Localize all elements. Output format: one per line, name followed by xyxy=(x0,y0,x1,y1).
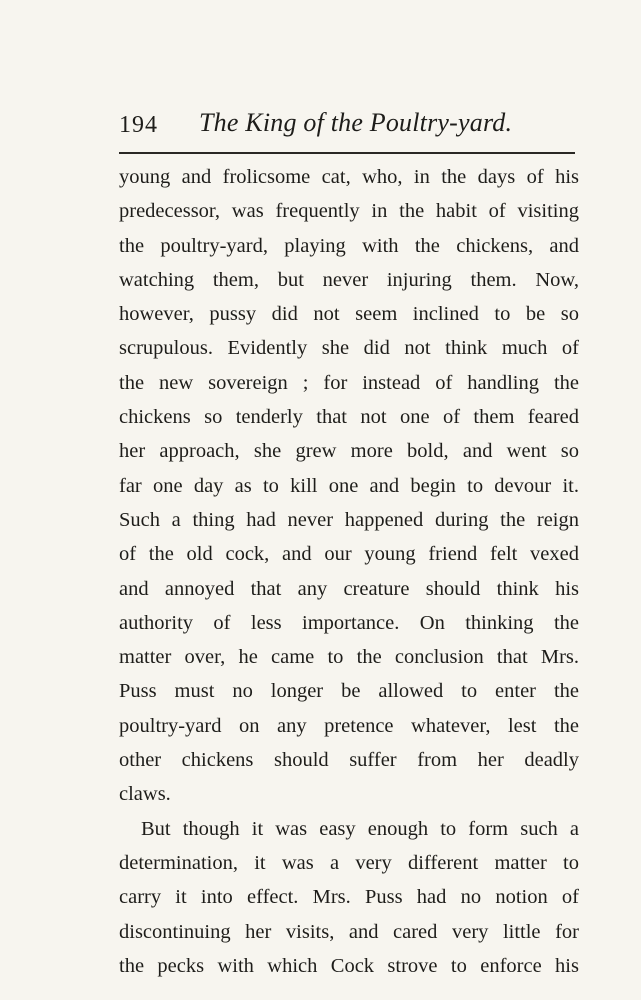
running-title: The King of the Poultry-yard. xyxy=(199,108,513,137)
text-line: scrupulous. Evidently she did not think much of xyxy=(119,337,579,360)
text-line: matter over, he came to the conclusion that Mrs. xyxy=(119,646,579,669)
page-number: 194 xyxy=(119,112,158,138)
text-line: and annoyed that any creature should think his xyxy=(119,577,579,600)
paragraph-2 xyxy=(119,812,579,983)
text-line: poultry-yard on any pretence whatever, lest the xyxy=(119,714,579,737)
text-line: the new sovereign ; for instead of handling the xyxy=(119,371,579,394)
header-rule xyxy=(119,152,575,154)
text-line: her approach, she grew more bold, and went so xyxy=(119,440,579,463)
text-line: other chickens should suffer from her deadly xyxy=(119,749,579,772)
text-line: authority of less importance. On thinking the xyxy=(119,611,579,634)
text-line: predecessor, was frequently in the habit of visiting xyxy=(119,200,579,223)
text-line: however, pussy did not seem inclined to be so xyxy=(119,303,579,326)
text-line: But though it was easy enough to form such a xyxy=(141,817,579,840)
text-line: claws. xyxy=(119,783,171,806)
text-line: watching them, but never injuring them. Now, xyxy=(119,268,579,291)
page-header xyxy=(119,104,579,144)
text-line: the pecks with which Cock strove to enforce his xyxy=(119,954,579,977)
text-line: discontinuing her visits, and cared very little for xyxy=(119,920,579,943)
text-line: young and frolicsome cat, who, in the days of his xyxy=(119,166,579,188)
text-line: far one day as to kill one and begin to devour it. xyxy=(119,474,579,497)
text-line: carry it into effect. Mrs. Puss had no notion of xyxy=(119,886,579,909)
text-line: chickens so tenderly that not one of them feared xyxy=(119,406,579,429)
text-line: of the old cock, and our young friend felt vexed xyxy=(119,543,579,566)
text-line: Puss must no longer be allowed to enter the xyxy=(119,680,579,703)
body-text xyxy=(119,160,579,983)
paragraph-1 xyxy=(119,160,579,812)
text-line: the poultry-yard, playing with the chickens, and xyxy=(119,234,579,257)
text-line: determination, it was a very different matter to xyxy=(119,851,579,874)
text-line: Such a thing had never happened during the reign xyxy=(119,508,579,531)
